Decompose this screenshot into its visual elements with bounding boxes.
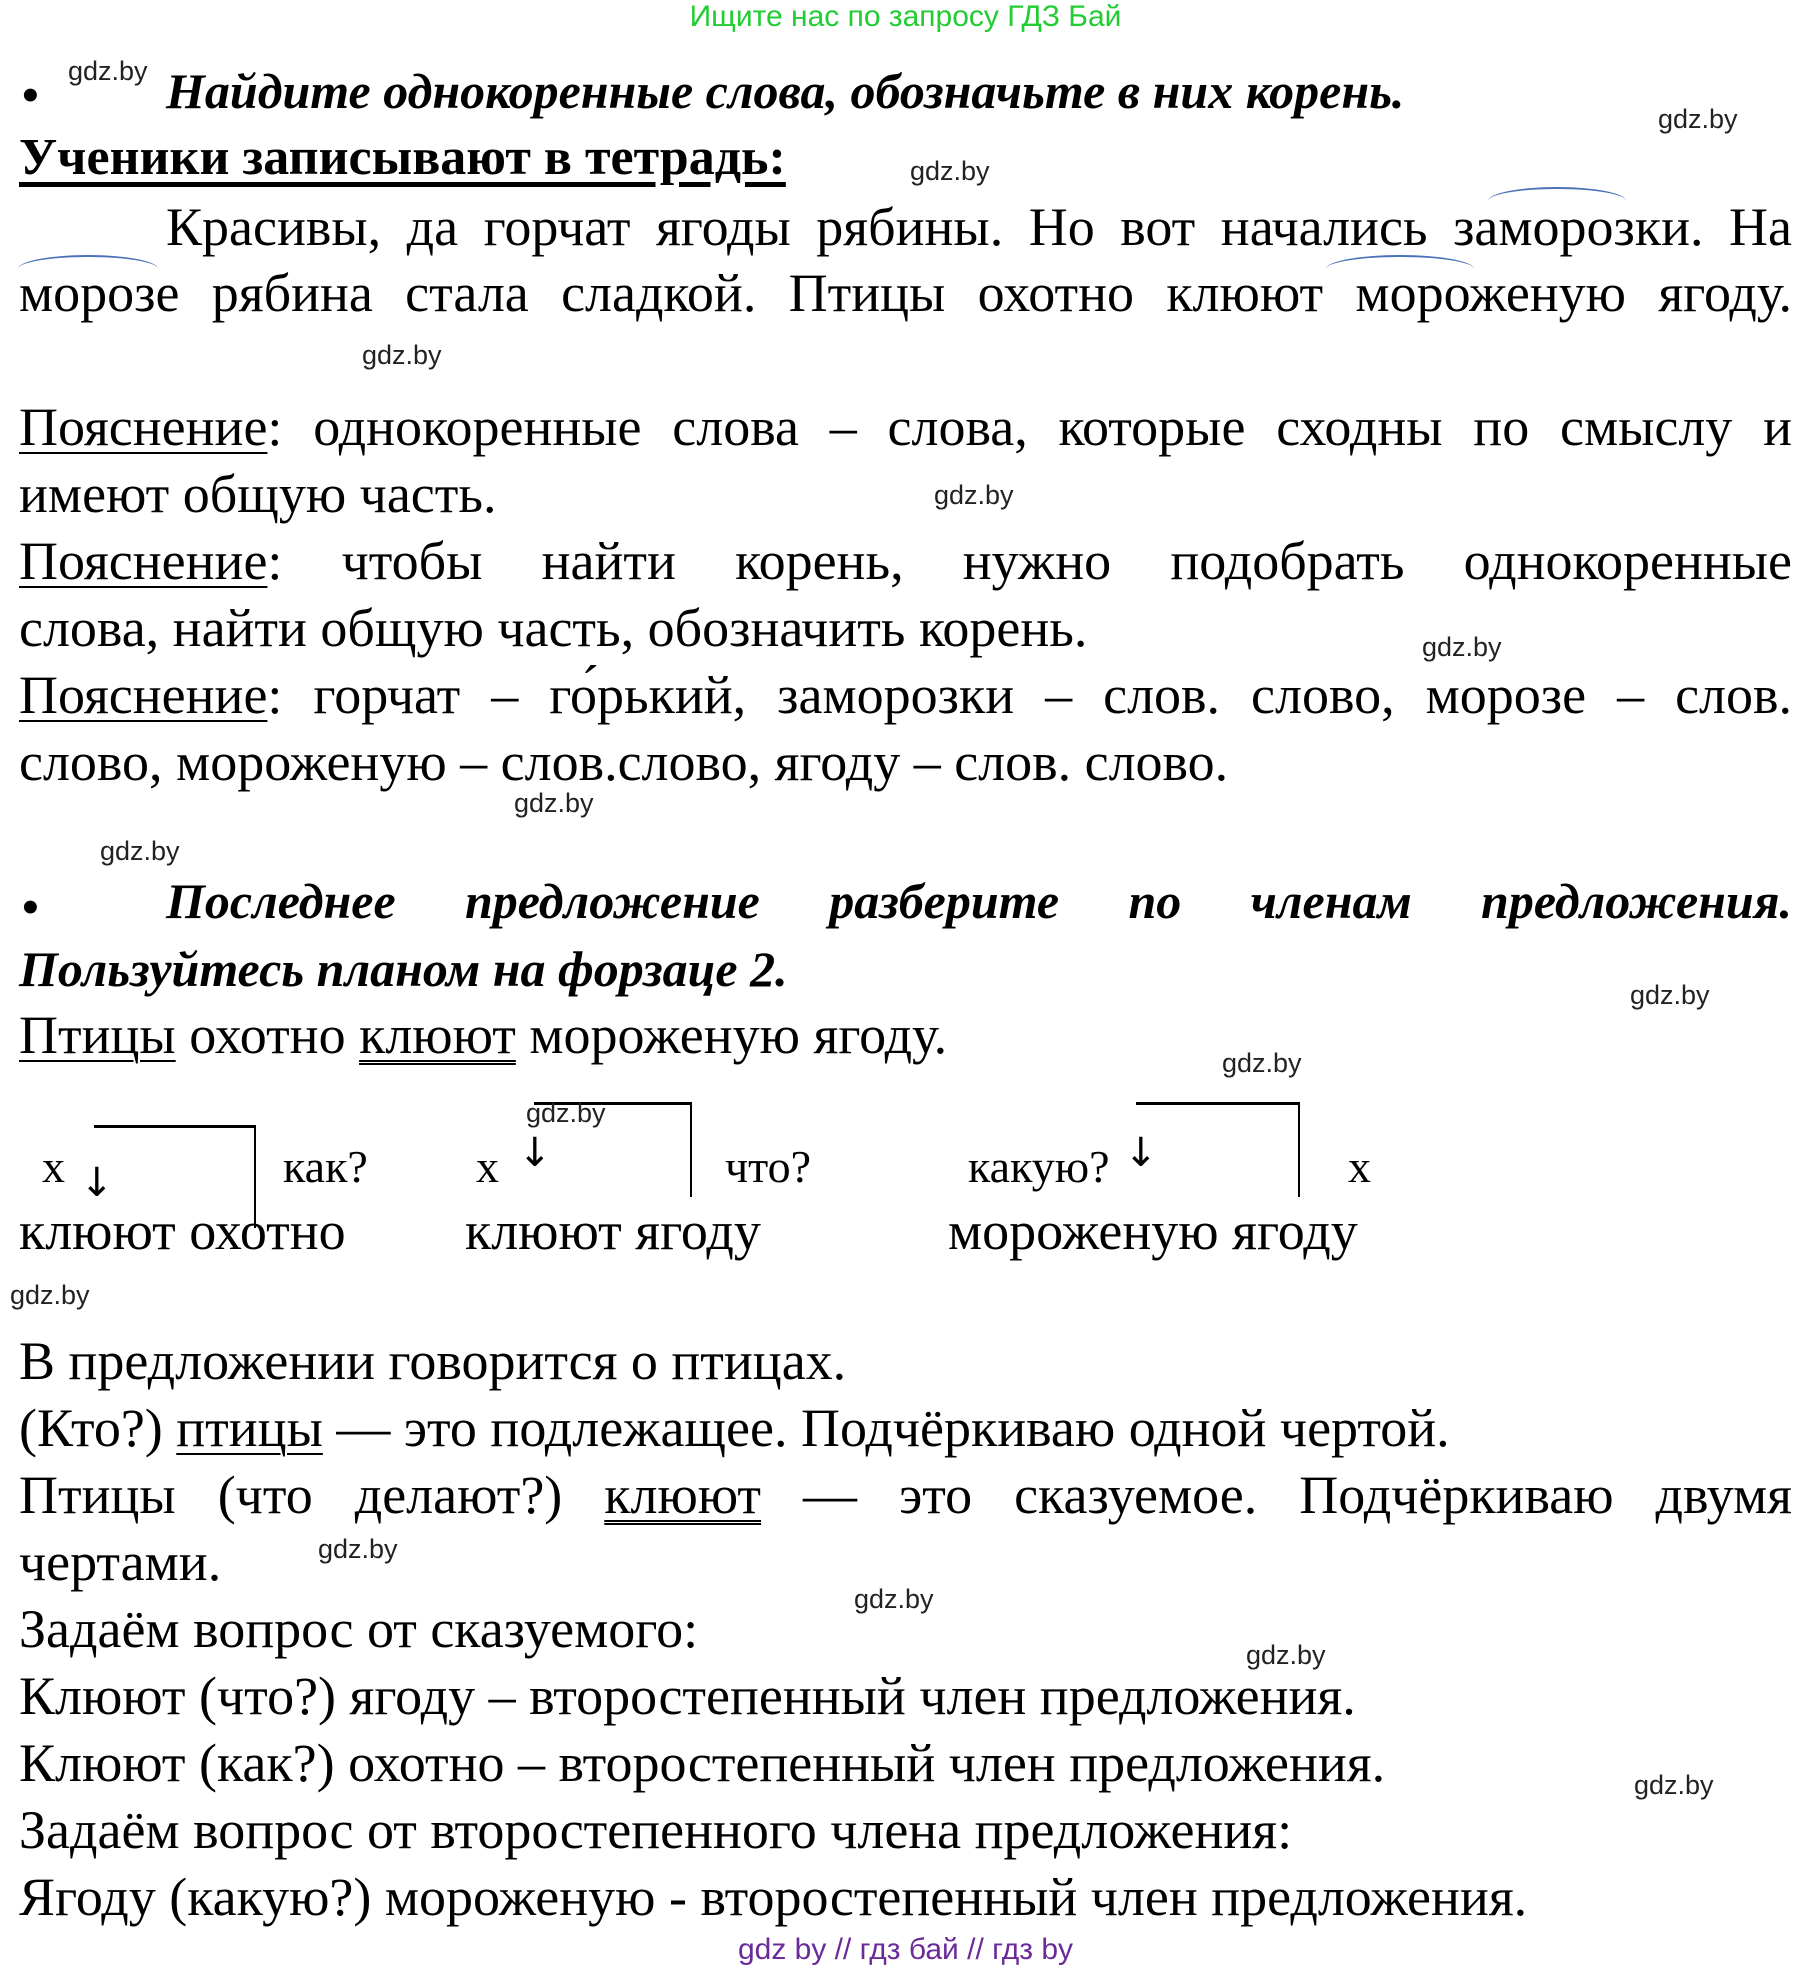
arrow-down-icon: ↓ — [518, 1130, 552, 1176]
explanation-3: Пояснение: горчат – го́рький, заморозки – слов. слово, морозе – слов. — [19, 665, 1792, 725]
task-2-instruction-line-1: Последнее предложение разберите по членам предложения. — [166, 873, 1792, 929]
watermark: gdz.by — [318, 1534, 398, 1564]
analysis-line: Задаём вопрос от сказуемого: — [19, 1599, 699, 1659]
section-heading: Ученики записывают в тетрадь: — [19, 129, 786, 186]
diagram-phrase: клюют ягоду — [465, 1201, 761, 1261]
bullet: • — [22, 69, 39, 122]
watermark: gdz.by — [362, 340, 442, 370]
watermark: gdz.by — [1246, 1640, 1326, 1670]
predicate-word: клюют — [604, 1465, 762, 1525]
watermark: gdz.by — [68, 56, 148, 86]
explanation-1-cont: имеют общую часть. — [19, 464, 497, 524]
predicate-word: клюют — [359, 1005, 516, 1065]
watermark: gdz.by — [1658, 104, 1738, 134]
explanation-2: Пояснение: чтобы найти корень, нужно подобрать однокоренные — [19, 531, 1792, 591]
analysis-line: Птицы (что делают?) клюют — это сказуемое. Подчёркиваю двумя — [19, 1465, 1792, 1525]
watermark: gdz.by — [100, 836, 180, 866]
task-2-instruction-line-2: Пользуйтесь планом на форзаце 2. — [19, 941, 788, 997]
explanation-3-cont: слово, мороженую – слов.слово, ягоду – слов. слово. — [19, 732, 1229, 792]
passage-line-2: морозе рябина стала сладкой. Птицы охотно клюют мороженую ягоду. — [19, 263, 1792, 323]
diagram-phrase: мороженую ягоду — [948, 1201, 1358, 1261]
diagram-bracket — [1136, 1102, 1300, 1197]
footer-watermark: gdz by // гдз бай // гдз by — [737, 1933, 1074, 1966]
watermark: gdz.by — [934, 480, 1014, 510]
analysis-line: Клюют (что?) ягоду – второстепенный член предложения. — [19, 1666, 1356, 1726]
sentence: Птицы охотно клюют мороженую ягоду. — [19, 1005, 948, 1065]
watermark: gdz.by — [1222, 1048, 1302, 1078]
diagram-phrase: клюют охотно — [19, 1201, 346, 1261]
explanation-2-cont: слова, найти общую часть, обозначить корень. — [19, 598, 1088, 658]
task-1-instruction: Найдите однокоренные слова, обозначьте в них корень. — [166, 63, 1405, 119]
search-banner: Ищите нас по запросу ГДЗ Бай — [689, 0, 1122, 33]
analysis-line: Клюют (как?) охотно – второстепенный член предложения. — [19, 1733, 1386, 1793]
analysis-line: (Кто?) птицы — это подлежащее. Подчёркиваю одной чертой. — [19, 1398, 1450, 1458]
explanation-1: Пояснение: однокоренные слова – слова, которые сходны по смыслу и — [19, 397, 1792, 457]
analysis-line: В предложении говорится о птицах. — [19, 1331, 847, 1391]
passage-line-1: Красивы, да горчат ягоды рябины. Но вот начались заморозки. На — [166, 197, 1792, 257]
analysis-line: Ягоду (какую?) мороженую - второстепенный член предложения. — [19, 1867, 1528, 1927]
watermark: gdz.by — [10, 1280, 90, 1310]
bullet: • — [22, 881, 39, 934]
explanation-label: Пояснение — [19, 665, 268, 725]
watermark: gdz.by — [854, 1584, 934, 1614]
watermark: gdz.by — [514, 788, 594, 818]
watermark: gdz.by — [1422, 632, 1502, 662]
subject-word: птицы — [176, 1398, 323, 1458]
analysis-line: чертами. — [19, 1532, 222, 1592]
subject-word: Птицы — [19, 1005, 176, 1065]
watermark: gdz.by — [1630, 980, 1710, 1010]
watermark: gdz.by — [526, 1098, 606, 1128]
watermark: gdz.by — [1634, 1770, 1714, 1800]
analysis-line: Задаём вопрос от второстепенного члена предложения: — [19, 1800, 1293, 1860]
arrow-down-icon: ↓ — [80, 1160, 114, 1206]
explanation-label: Пояснение — [19, 397, 268, 457]
arrow-down-icon: ↓ — [1124, 1130, 1158, 1176]
watermark: gdz.by — [910, 156, 990, 186]
explanation-label: Пояснение — [19, 531, 268, 591]
